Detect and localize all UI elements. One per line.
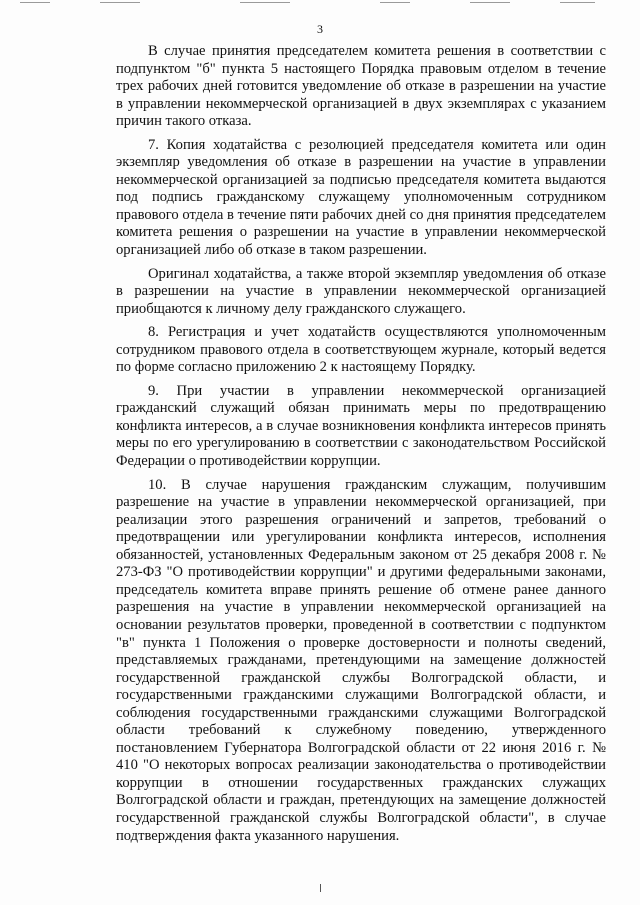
document-body xyxy=(116,43,606,845)
page-number: 3 xyxy=(317,22,323,36)
paragraph-8-registration: 8. Регистрация и учет ходатайств осуществляются уполномоченным сотрудником правового отдела в соответствующем журнале, который ведется по форме согласно приложению 2 к настоящему Порядку. xyxy=(116,324,606,376)
paragraph-original-filing: Оригинал ходатайства, а также второй экземпляр уведомления об отказе в разрешении на участие в управлении некоммерческой организацией приобщаются к личному делу гражданского служащего. xyxy=(116,265,606,317)
scan-bottom-mark xyxy=(320,884,321,892)
paragraph-refusal-notice: В случае принятия председателем комитета решения в соответствии с подпунктом "б" пункта 5 настоящего Порядка правовым отделом в течение трех рабочих дней готовится уведомление об отказе в разрешении на участие в управлении некоммерческой организацией в двух экземплярах с указанием причин такого отказа. xyxy=(116,43,606,130)
paragraph-9-conflict-of-interest: 9. При участии в управлении некоммерческой организацией гражданский служащий обязан принимать меры по предотвращению конфликта интересов, а в случае возникновения конфликта интересов принять меры по его урегулированию в соответствии с законодательством Российской Федерации о противодействии коррупции. xyxy=(116,382,606,470)
paragraph-10-permission-revocation: 10. В случае нарушения гражданским служащим, получившим разрешение на участие в управлении некоммерческой организацией, при реализации этого разрешения ограничений и запретов, требований о предотвращении или урегулировании конфликта интересов, исполнения обязанностей, установленных Федеральным законом от 25 декабря 2008 г. № 273-ФЗ "О противодействии коррупции" и другими федеральными законами, председатель комитета вправе принять решение об отмене ранее данного разрешения на участие в управлении некоммерческой организацией на основании результатов проверки, проведенной в соответствии с подпунктом "в" пункта 1 Положения о проверке достоверности и полноты сведений, представляемых гражданами, претендующими на замещение должностей государственной гражданской службы Волгоградской области, и государственными гражданскими служащими Волгоградской области, и соблюдения государственными гражданскими служащими Волгоградской области требований к служебному поведению, утвержденного постановлением Губернатора Волгоградской области от 22 июня 2016 г. № 410 "О некоторых вопросах реализации законодательства о противодействии коррупции в отношении государственных гражданских служащих Волгоградской области и граждан, претендующих на замещение должностей государственной гражданской службы Волгоградской области", в случае подтверждения факта указанного нарушения. xyxy=(116,476,606,844)
scan-edge-marks xyxy=(0,0,640,6)
paragraph-7-copy-issuance: 7. Копия ходатайства с резолюцией председателя комитета или один экземпляр уведомления об отказе в разрешении на участие в управлении некоммерческой организацией за подписью председателя комитета выдаются под подпись гражданскому служащему уполномоченным сотрудником правового отдела в течение пяти рабочих дней со дня принятия председателем комитета решения о разрешении на участие в управлении некоммерческой организацией либо об отказе в таком разрешении. xyxy=(116,136,606,259)
